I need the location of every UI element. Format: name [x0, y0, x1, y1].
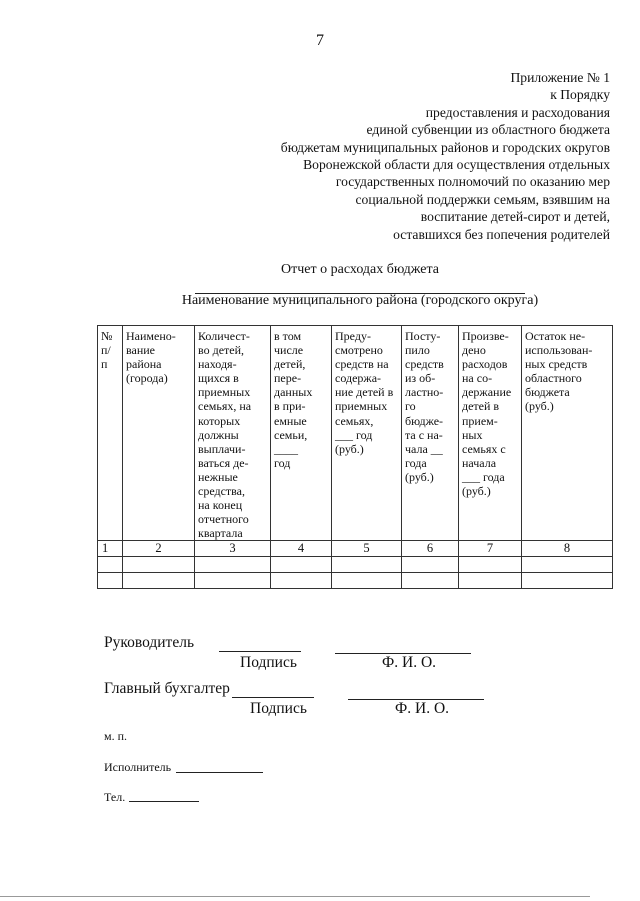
table-row	[98, 572, 613, 588]
header-text-line: (руб.)	[462, 484, 491, 499]
header-text-line: средств	[405, 357, 444, 372]
executor-line	[176, 772, 263, 773]
table-cell	[332, 572, 402, 588]
report-title: Отчет о расходах бюджета	[281, 262, 439, 277]
table-row	[98, 556, 613, 572]
column-header-3	[195, 326, 271, 541]
table-cell	[522, 556, 613, 572]
header-text-line: областного	[525, 371, 582, 386]
table-cell	[402, 556, 459, 572]
header-text-line: должны	[198, 427, 239, 442]
header-text-line: средства,	[198, 484, 246, 499]
header-text-line: вание	[126, 343, 156, 358]
header-text-line: числе	[274, 343, 304, 358]
header-text-line: начала	[462, 455, 497, 470]
header-text-line: расходов	[462, 357, 508, 372]
column-header-2	[123, 326, 195, 541]
phone-line	[129, 801, 199, 802]
table-cell	[402, 572, 459, 588]
table-cell	[271, 572, 332, 588]
header-text-line: Остаток не-	[525, 329, 586, 343]
column-number: 7	[459, 541, 522, 556]
column-number-row	[98, 541, 613, 556]
header-text-line: №	[101, 329, 113, 343]
header-text-line: Преду-	[335, 329, 371, 343]
header-text-line: бюдже-	[405, 413, 444, 428]
stamp-place-label: м. п.	[104, 729, 128, 743]
column-header-5	[332, 326, 402, 541]
appendix-line: оставшихся без попечения родителей	[393, 226, 610, 242]
header-text-line: пере-	[274, 371, 302, 386]
header-text-line: Наимено-	[126, 329, 176, 343]
header-text-line: (руб.)	[335, 441, 364, 456]
appendix-line: Воронежской области для осуществления отдельных	[303, 157, 610, 173]
head-label: Руководитель	[104, 634, 195, 651]
accountant-signature-line	[232, 697, 314, 698]
header-text-line: ластно-	[405, 385, 444, 400]
appendix-line: предоставления и расходования	[425, 104, 610, 120]
header-text-line: ных средств	[525, 357, 588, 372]
header-text-line: ваться де-	[198, 455, 249, 470]
appendix-line: воспитание детей-сирот и детей,	[420, 209, 610, 225]
header-text-line: держание	[462, 385, 512, 400]
appendix-line: бюджетам муниципальных районов и городских округов	[280, 139, 610, 155]
header-text-line: на со-	[462, 371, 493, 386]
column-header-6	[402, 326, 459, 541]
header-text-line: данных	[274, 385, 313, 400]
table-cell	[459, 556, 522, 572]
header-text-line: ____	[274, 441, 298, 456]
page-bottom-edge	[0, 896, 590, 897]
header-text-line: нежные	[198, 469, 238, 484]
header-text-line: ___ год	[335, 427, 373, 442]
header-text-line: Количест-	[198, 329, 250, 343]
header-text-line: чала __	[405, 441, 443, 456]
header-text-line: п/	[101, 343, 111, 358]
report-table	[97, 325, 613, 589]
table-cell	[195, 556, 271, 572]
header-text-line: (города)	[126, 371, 168, 386]
header-text-line: го	[405, 399, 416, 414]
column-number: 5	[332, 541, 402, 556]
column-header-8	[522, 326, 613, 541]
header-text-line: ных	[462, 427, 483, 442]
header-text-line: детей в	[462, 399, 500, 414]
column-number: 3	[195, 541, 271, 556]
table-cell	[98, 572, 123, 588]
header-text-line: Посту-	[405, 329, 441, 343]
table-cell	[332, 556, 402, 572]
header-text-line: средств на	[335, 357, 389, 372]
column-number: 2	[123, 541, 195, 556]
header-text-line: пило	[405, 343, 430, 358]
header-text-line: района	[126, 357, 162, 372]
accountant-label: Главный бухгалтер	[104, 680, 230, 697]
column-header-7	[459, 326, 522, 541]
header-text-line: во детей,	[198, 343, 245, 358]
appendix-line: государственных полномочий по оказанию мер	[335, 174, 610, 190]
header-text-line: та с на-	[405, 427, 443, 442]
header-text-line: Произве-	[462, 329, 509, 343]
appendix-heading	[250, 69, 610, 243]
table-cell	[522, 572, 613, 588]
header-text-line: находя-	[198, 357, 237, 372]
header-text-line: из об-	[405, 371, 436, 386]
header-text-line: в при-	[274, 399, 306, 414]
header-text-line: использован-	[525, 343, 593, 358]
appendix-line: социальной поддержки семьям, взявшим на	[355, 191, 610, 207]
header-text-line: (руб.)	[405, 469, 434, 484]
column-number: 1	[98, 541, 123, 556]
table-cell	[123, 572, 195, 588]
header-text-line: детей,	[274, 357, 306, 372]
header-text-line: (руб.)	[525, 399, 554, 414]
header-text-line: ___ года	[462, 469, 505, 484]
header-text-line: щихся в	[198, 371, 239, 386]
header-text-line: смотрено	[335, 343, 383, 358]
header-text-line: семьи,	[274, 427, 308, 442]
header-text-line: п	[101, 357, 108, 372]
accountant-fio-caption: Ф. И. О.	[395, 700, 450, 717]
column-header-1	[98, 326, 123, 541]
header-text-line: приемных	[198, 385, 251, 400]
head-fio-caption: Ф. И. О.	[382, 654, 437, 671]
header-text-line: года	[405, 455, 427, 470]
header-text-line: бюджета	[525, 385, 570, 400]
column-number: 4	[271, 541, 332, 556]
table-cell	[123, 556, 195, 572]
appendix-line: к Порядку	[550, 87, 610, 103]
header-text-line: выплачи-	[198, 441, 246, 456]
header-text-line: ние детей в	[335, 385, 394, 400]
header-text-line: квартала	[198, 526, 243, 541]
table-cell	[195, 572, 271, 588]
header-text-line: семьях с	[462, 441, 506, 456]
municipality-name-caption: Наименование муниципального района (городского округа)	[181, 293, 539, 308]
page-number: 7	[316, 32, 324, 49]
header-text-line: дено	[462, 343, 486, 358]
accountant-signature-caption: Подпись	[250, 700, 307, 717]
header-text-line: в том	[274, 329, 302, 343]
head-signature-caption: Подпись	[240, 654, 297, 671]
header-text-line: прием-	[462, 413, 498, 428]
head-signature-line	[219, 651, 301, 652]
column-header-4	[271, 326, 332, 541]
header-text-line: семьях, на	[198, 399, 252, 414]
header-text-line: которых	[198, 413, 241, 428]
appendix-line: Приложение № 1	[510, 70, 610, 85]
table-header-row	[98, 326, 613, 541]
phone-label: Тел.	[104, 790, 126, 804]
column-number: 8	[522, 541, 613, 556]
header-text-line: емные	[274, 413, 307, 428]
table-cell	[459, 572, 522, 588]
header-text-line: содержа-	[335, 371, 382, 386]
appendix-line: единой субвенции из областного бюджета	[366, 122, 610, 138]
header-text-line: на конец	[198, 498, 243, 513]
header-text-line: отчетного	[198, 512, 249, 527]
header-text-line: год	[274, 455, 291, 470]
header-text-line: семьях,	[335, 413, 374, 428]
table-cell	[98, 556, 123, 572]
table-cell	[271, 556, 332, 572]
header-text-line: приемных	[335, 399, 388, 414]
column-number: 6	[402, 541, 459, 556]
executor-label: Исполнитель	[104, 760, 172, 774]
